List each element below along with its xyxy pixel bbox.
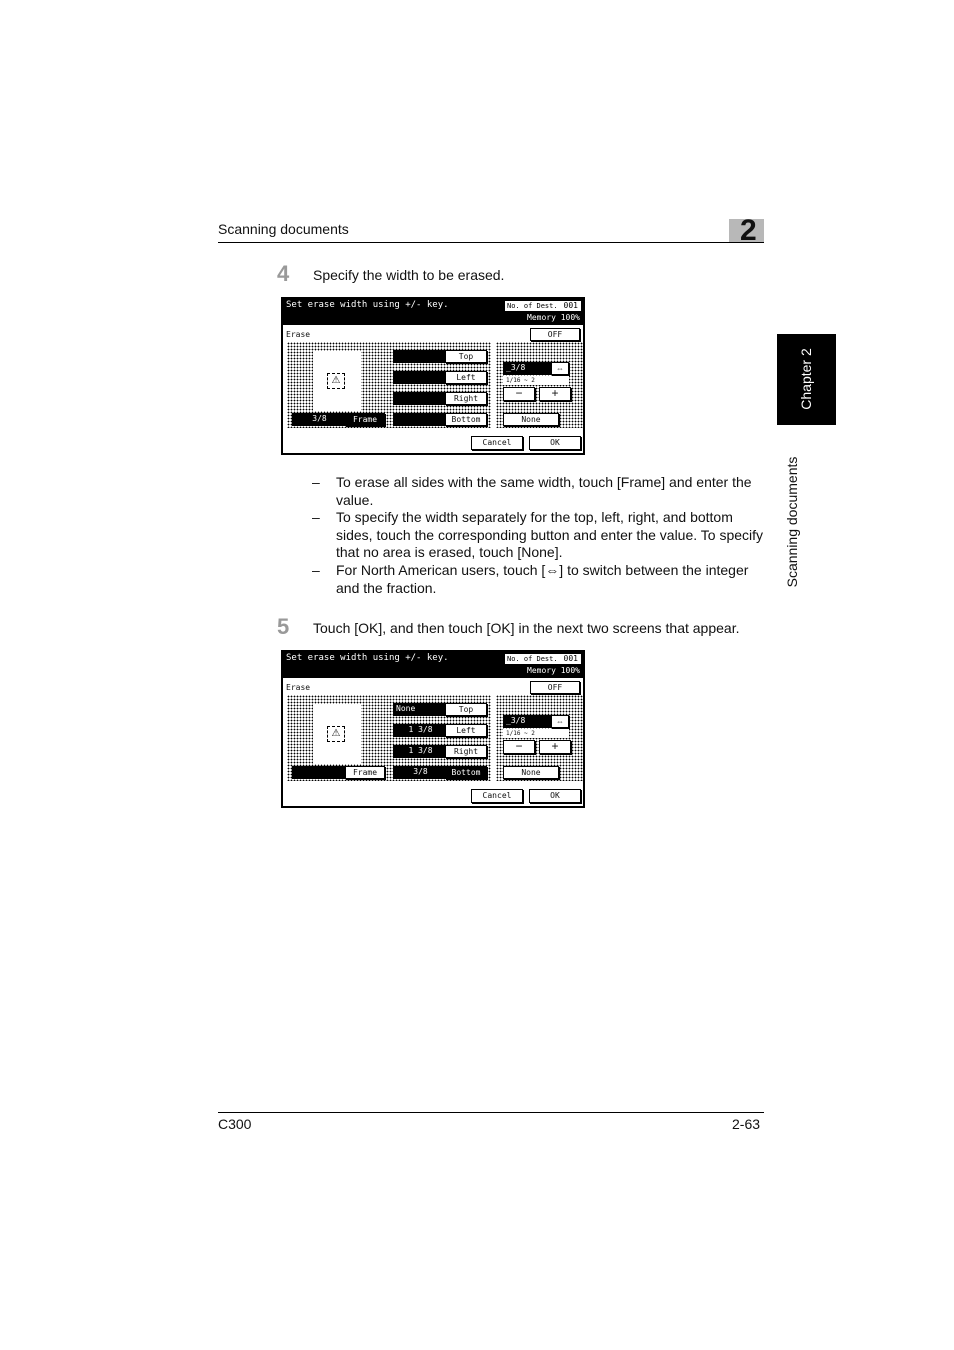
- step-text: Touch [OK], and then touch [OK] in the next two screens that appear.: [313, 620, 740, 636]
- top-button[interactable]: Top: [445, 703, 487, 716]
- width-input[interactable]: _3/8: [503, 362, 551, 375]
- chapter-number: 2: [740, 214, 757, 247]
- left-button[interactable]: Left: [445, 724, 487, 737]
- left-value: 1 3/8: [393, 724, 448, 737]
- swap-units-icon[interactable]: ⇔: [551, 715, 569, 728]
- screen-title: Set erase width using +/- key.: [283, 299, 503, 325]
- left-value: [393, 371, 448, 384]
- chapter-tab-label: Chapter 2: [798, 348, 814, 410]
- list-item: – For North American users, touch [⇔] to switch between the integer and the fraction.: [312, 561, 749, 596]
- step-number: 5: [277, 614, 290, 639]
- right-button[interactable]: Right: [445, 745, 487, 758]
- plus-button[interactable]: +: [539, 740, 571, 754]
- bottom-button[interactable]: Bottom: [445, 766, 487, 779]
- document-icon: ⚠: [327, 726, 345, 742]
- none-button[interactable]: None: [503, 766, 559, 779]
- range-hint: 1/16 ~ 2: [503, 376, 569, 385]
- section-tab-label: Scanning documents: [784, 456, 800, 588]
- erase-label: Erase: [286, 683, 311, 692]
- none-button[interactable]: None: [503, 413, 559, 426]
- dest-counter: No. of Dest. 001: [505, 301, 581, 311]
- running-header: Scanning documents: [218, 221, 349, 237]
- right-value: 1 3/8: [393, 745, 448, 758]
- off-button[interactable]: OFF: [530, 328, 580, 341]
- dest-info: [503, 652, 583, 678]
- header-rule: [218, 242, 764, 243]
- left-button[interactable]: Left: [445, 371, 487, 384]
- top-value: None: [393, 703, 448, 716]
- ok-button[interactable]: OK: [529, 436, 581, 450]
- step-text: Specify the width to be erased.: [313, 267, 505, 283]
- frame-value: 3/8: [292, 413, 347, 426]
- document-icon: ⚠: [327, 373, 345, 389]
- right-value: [393, 392, 448, 405]
- width-input[interactable]: _3/8: [503, 715, 551, 728]
- dest-info: [503, 299, 583, 325]
- instruction-list: [312, 474, 764, 597]
- ok-button[interactable]: OK: [529, 789, 581, 803]
- right-button[interactable]: Right: [445, 392, 487, 405]
- off-button[interactable]: OFF: [530, 681, 580, 694]
- document-preview: [313, 351, 361, 411]
- erase-label: Erase: [286, 330, 311, 339]
- erase-screen-1: [281, 297, 585, 455]
- frame-value: [292, 766, 347, 779]
- list-item: – To erase all sides with the same width, touch [Frame] and enter the value.: [312, 474, 752, 508]
- bottom-value: 3/8: [393, 766, 448, 779]
- cancel-button[interactable]: Cancel: [471, 436, 523, 450]
- top-value: [393, 350, 448, 363]
- swap-units-icon[interactable]: ⇔: [551, 362, 569, 375]
- cancel-button[interactable]: Cancel: [471, 789, 523, 803]
- frame-button[interactable]: Frame: [345, 766, 385, 779]
- erase-screen-2: [281, 650, 585, 808]
- screen-title: Set erase width using +/- key.: [283, 652, 503, 678]
- range-hint: 1/16 ~ 2: [503, 729, 569, 738]
- page-number: 2-63: [732, 1116, 761, 1132]
- memory-indicator: Memory 100%: [527, 666, 580, 675]
- dest-counter: No. of Dest. 001: [505, 654, 581, 664]
- bottom-button[interactable]: Bottom: [445, 413, 487, 426]
- memory-indicator: Memory 100%: [527, 313, 580, 322]
- minus-button[interactable]: −: [503, 740, 535, 754]
- list-item: – To specify the width separately for the top, left, right, and bottom sides, touch the corresponding button and enter the value. To specify that no area is erased, touch [None].: [312, 509, 764, 561]
- step-number: 4: [277, 261, 290, 286]
- minus-button[interactable]: −: [503, 387, 535, 401]
- top-button[interactable]: Top: [445, 350, 487, 363]
- footer-rule: [218, 1112, 764, 1113]
- frame-button[interactable]: Frame: [345, 413, 385, 426]
- document-preview: [313, 704, 361, 764]
- model-name: C300: [218, 1116, 252, 1132]
- plus-button[interactable]: +: [539, 387, 571, 401]
- bottom-value: [393, 413, 448, 426]
